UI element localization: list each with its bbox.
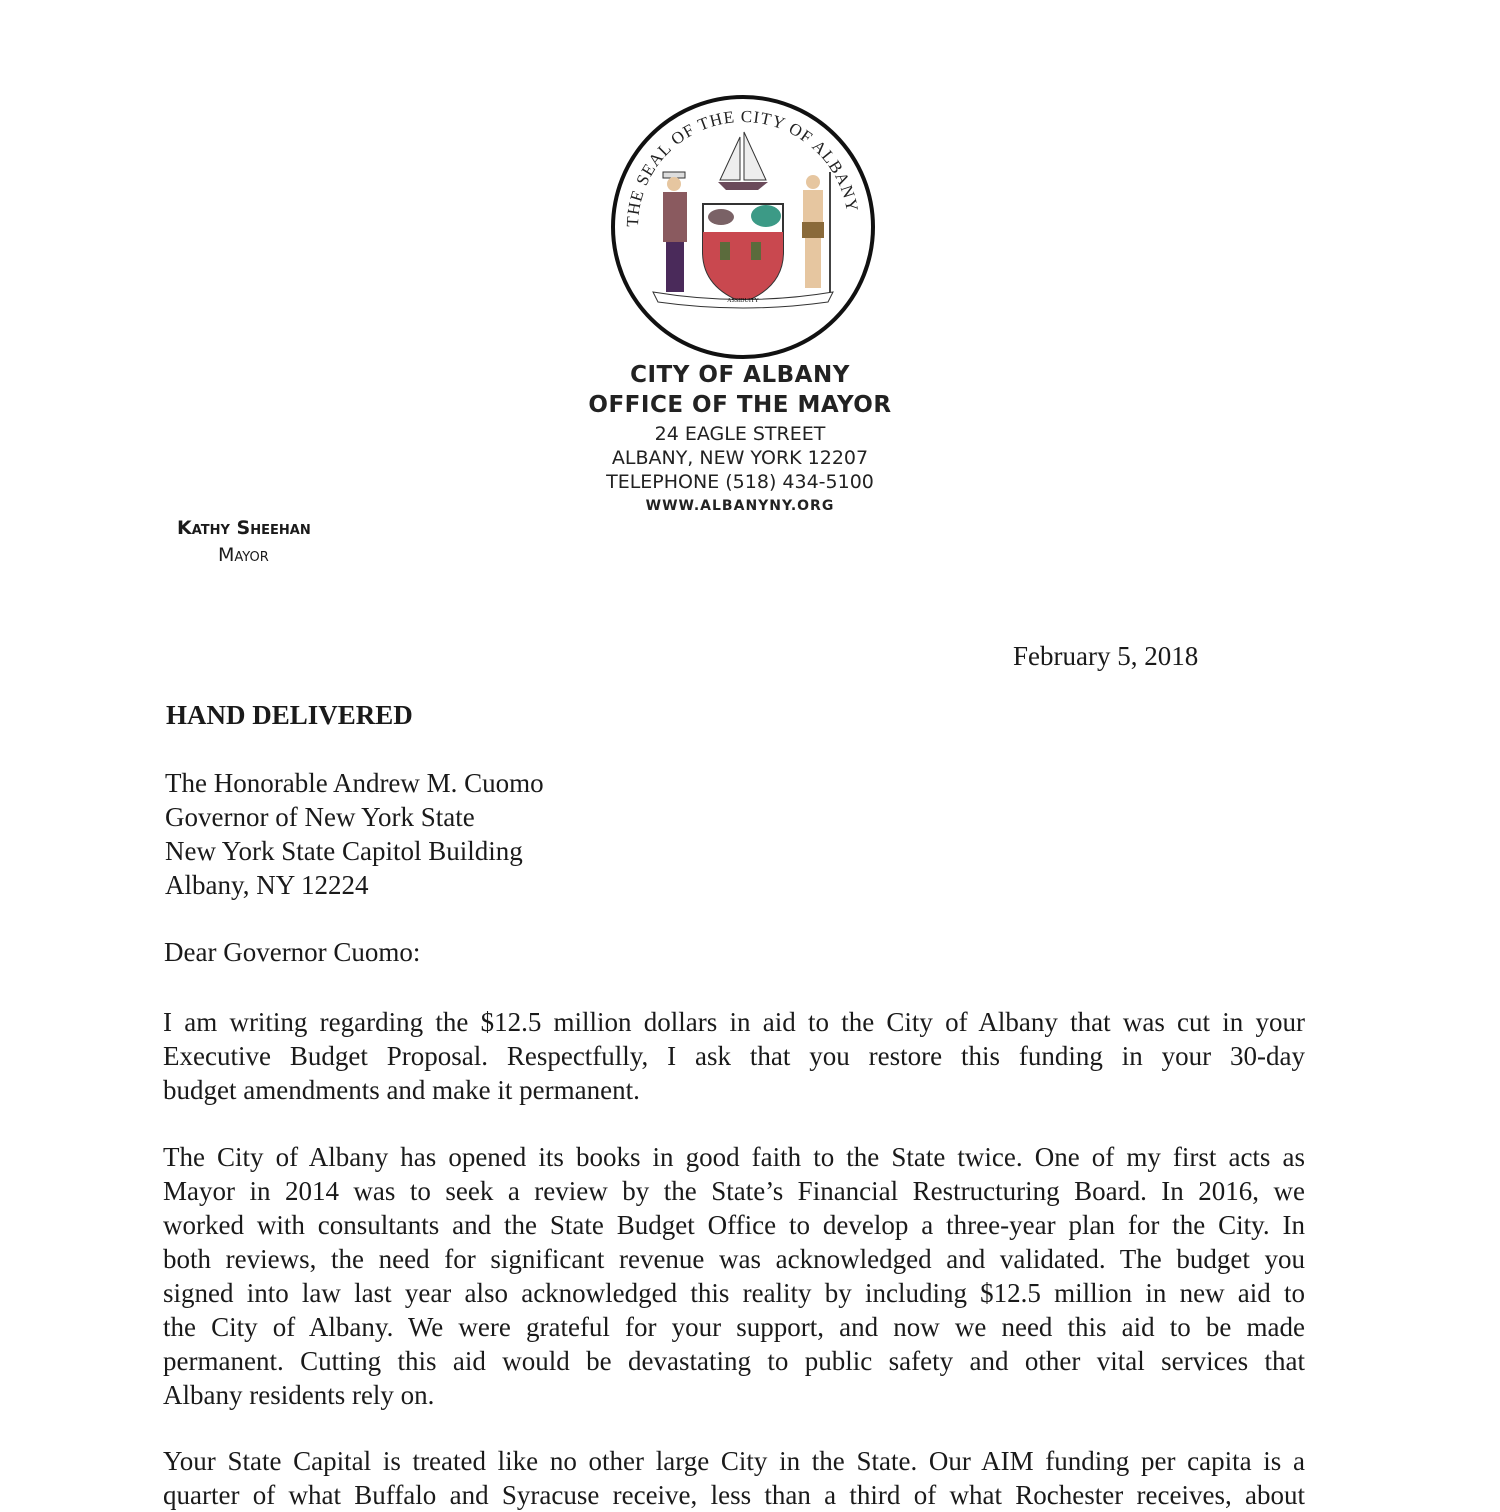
- letterhead-street: 24 EAGLE STREET: [654, 423, 826, 445]
- paragraph-line: signed into law last year also acknowledged this reality by including $12.5 million in new aid to: [163, 1278, 1305, 1308]
- svg-text:THE SEAL OF THE CITY OF ALBANY: THE SEAL OF THE CITY OF ALBANY: [622, 106, 863, 228]
- paragraph-line: Executive Budget Proposal. Respectfully, I ask that you restore this funding in your 30-day: [163, 1041, 1305, 1071]
- salutation: Dear Governor Cuomo:: [164, 937, 421, 967]
- letterhead-city: CITY OF ALBANY: [630, 362, 850, 388]
- paragraph-line: worked with consultants and the State Budget Office to develop a three-year plan for the City. In: [163, 1210, 1305, 1240]
- paragraph-line: Mayor in 2014 was to seek a review by the State’s Financial Restructuring Board. In 2016, we: [163, 1176, 1305, 1206]
- letterhead-phone: TELEPHONE (518) 434-5100: [606, 471, 874, 493]
- sender-name: Kathy Sheehan: [177, 517, 311, 539]
- paragraph-line: both reviews, the need for significant revenue was acknowledged and validated. The budget you: [163, 1244, 1305, 1274]
- recipient-line: Albany, NY 12224: [165, 870, 369, 900]
- paragraph-2: [163, 1140, 1305, 1412]
- letterhead-office: OFFICE OF THE MAYOR: [588, 392, 892, 418]
- paragraph-line: I am writing regarding the $12.5 million dollars in aid to the City of Albany that was cut in your: [163, 1007, 1305, 1037]
- paragraph-1: [163, 1005, 1305, 1107]
- paragraph-line: The City of Albany has opened its books in good faith to the State twice. One of my first acts as: [163, 1142, 1305, 1172]
- recipient-address: [165, 766, 544, 902]
- sender-title: Mayor: [218, 544, 269, 566]
- letter-date: February 5, 2018: [1013, 641, 1199, 671]
- svg-text:ASSIDUITY: ASSIDUITY: [727, 298, 759, 304]
- paragraph-line: permanent. Cutting this aid would be devastating to public safety and other vital services that: [163, 1346, 1305, 1376]
- paragraph-line: quarter of what Buffalo and Syracuse receive, less than a third of what Rochester receives, about: [163, 1480, 1305, 1510]
- paragraph-line: the City of Albany. We were grateful for your support, and now we need this aid to be made: [163, 1312, 1305, 1342]
- paragraph-line: budget amendments and make it permanent.: [163, 1075, 640, 1105]
- letterhead-city-state: ALBANY, NEW YORK 12207: [611, 447, 869, 469]
- recipient-line: New York State Capitol Building: [165, 836, 523, 866]
- paragraph-3: [163, 1444, 1305, 1512]
- recipient-line: Governor of New York State: [165, 802, 475, 832]
- letterhead-website: WWW.ALBANYNY.ORG: [645, 498, 835, 514]
- city-seal-logo: [608, 92, 878, 362]
- recipient-line: The Honorable Andrew M. Cuomo: [165, 768, 544, 798]
- paragraph-line: Your State Capital is treated like no other large City in the State. Our AIM funding per capita is a: [163, 1446, 1305, 1476]
- paragraph-line: Albany residents rely on.: [163, 1380, 435, 1410]
- delivery-method: HAND DELIVERED: [166, 700, 413, 730]
